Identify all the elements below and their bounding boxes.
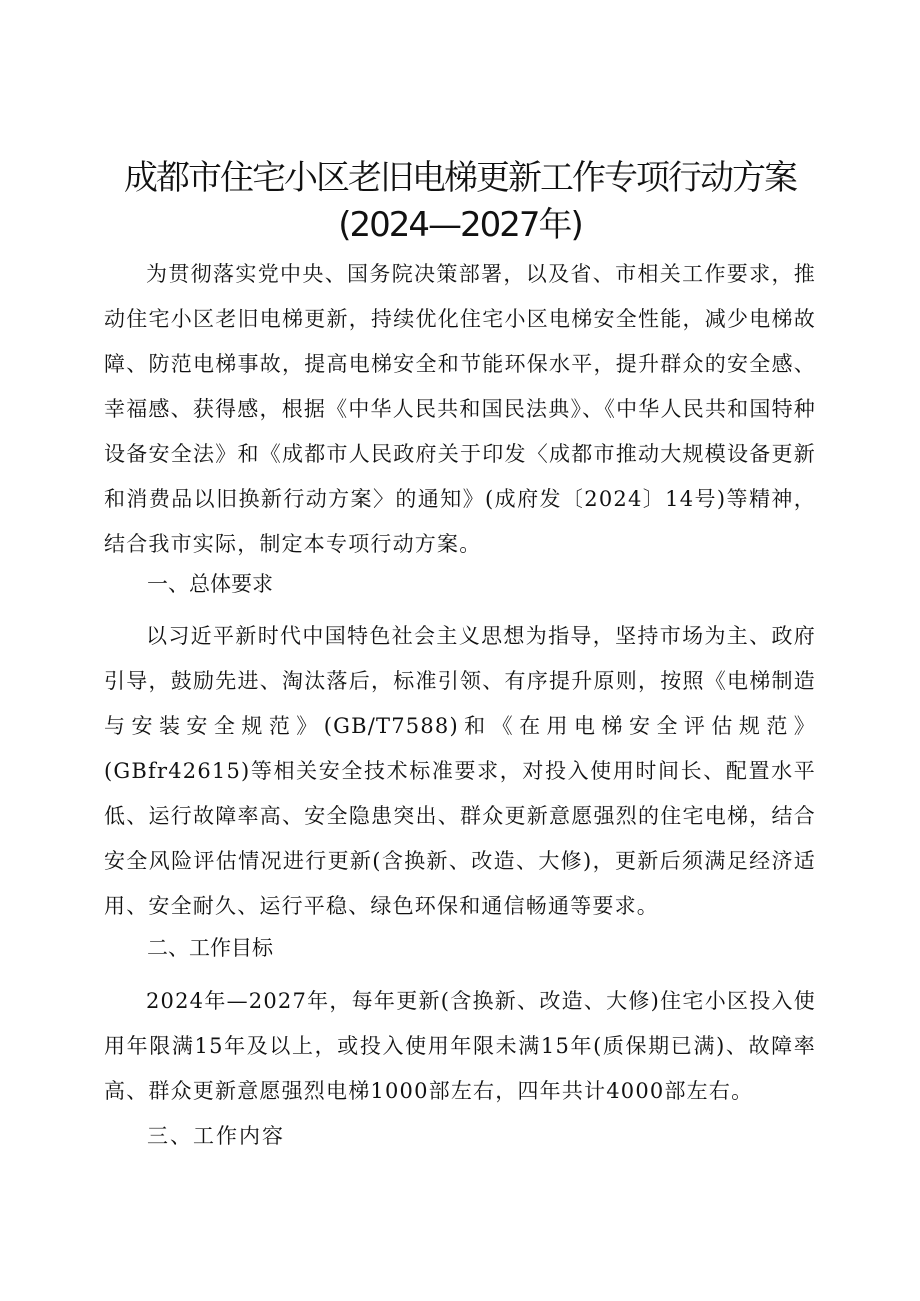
- section-heading-work-goals: 二、工作目标: [147, 936, 273, 960]
- section-heading-work-content: 三、工作内容: [147, 1124, 285, 1148]
- section-heading-general-requirements: 一、总体要求: [147, 572, 273, 596]
- intro-paragraph: 为贯彻落实党中央、国务院决策部署，以及省、市相关工作要求，推动住宅小区老旧电梯更新，持续优化住宅小区电梯安全性能，减少电梯故障、防范电梯事故，提高电梯安全和节能环保水平，提升群众的安全感、幸福感、获得感，根据《中华人民共和国民法典》、《中华人民共和国特种设备安全法》和《成都市人民政府关于印发〈成都市推动大规模设备更新和消费品以旧换新行动方案〉的通知》(成府发〔2024〕14号)等精神，结合我市实际，制定本专项行动方案。: [104, 262, 816, 556]
- document-subtitle-years: (2024—2027年): [338, 205, 582, 245]
- section-body-general-requirements: 以习近平新时代中国特色社会主义思想为指导，坚持市场为主、政府引导，鼓励先进、淘汰落后，标准引领、有序提升原则，按照《电梯制造与安装安全规范》(GB/T7588)和《在用电梯安全评估规范》(GBfr42615)等相关安全技术标准要求，对投入使用时间长、配置水平低、运行故障率高、安全隐患突出、群众更新意愿强烈的住宅电梯，结合安全风险评估情况进行更新(含换新、改造、大修)，更新后须满足经济适用、安全耐久、运行平稳、绿色环保和通信畅通等要求。: [104, 624, 816, 918]
- section-body-work-goals: 2024年—2027年，每年更新(含换新、改造、大修)住宅小区投入使用年限满15年及以上，或投入使用年限未满15年(质保期已满)、故障率高、群众更新意愿强烈电梯1000部左右，四年共计4000部左右。: [104, 989, 816, 1103]
- document-title: 成都市住宅小区老旧电梯更新工作专项行动方案: [124, 158, 796, 198]
